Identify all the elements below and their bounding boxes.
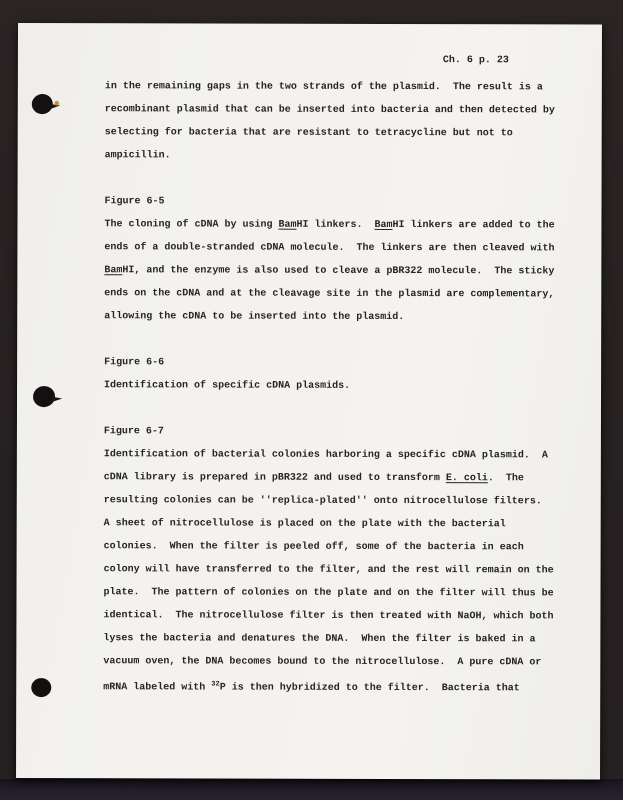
text-line: allowing the cDNA to be inserted into the plasmid. [104, 311, 405, 324]
text-line: ampicillin. [104, 150, 171, 162]
text-line: ends of a double-stranded cDNA molecule. The linkers are then cleaved with [104, 242, 555, 255]
text-line: ends on the cDNA and at the cleavage site in the plasmid are complementary, [104, 288, 555, 301]
figure-6-6-caption [104, 351, 561, 398]
text-line: Figure 6-7 [103, 426, 164, 438]
text-line: selecting for bacteria that are resistant to tetracycline but not to [104, 127, 513, 140]
paragraph-continuation [105, 75, 562, 168]
surface-edge [0, 779, 623, 800]
text-line: plate. The pattern of colonies on the plate and on the filter will thus be [103, 587, 554, 600]
text-line: colonies. When the filter is peeled off, some of the bacteria in each [103, 541, 524, 554]
text-line: A sheet of nitrocellulose is placed on the plate with the bacterial [103, 518, 506, 531]
figure-6-5-caption [104, 190, 561, 329]
text-line: in the remaining gaps in the two strands of the plasmid. The result is a [104, 81, 543, 94]
text-line: vacuum oven, the DNA becomes bound to the nitrocellulose. A pure cDNA or [103, 656, 542, 669]
text-line: Figure 6-5 [104, 196, 165, 208]
text-line: identical. The nitrocellulose filter is then treated with NaOH, which both [103, 610, 554, 623]
text-line: BamHI, and the enzyme is also used to cleave a pBR322 molecule. The sticky [104, 265, 555, 278]
figure-6-7-caption [103, 420, 561, 697]
text-line: Figure 6-6 [104, 357, 165, 369]
text-line: resulting colonies can be ''replica-plated'' onto nitrocellulose filters. [103, 495, 542, 508]
page-header: Ch. 6 p. 23 [442, 55, 509, 67]
text-line: lyses the bacteria and denatures the DNA. When the filter is baked in a [103, 633, 536, 646]
typed-text [16, 23, 602, 780]
text-line: The cloning of cDNA by using BamHI linkers. BamHI linkers are added to the [104, 219, 555, 232]
text-line: cDNA library is prepared in pBR322 and used to transform E. coli. The [103, 472, 524, 485]
text-line: Identification of specific cDNA plasmids. [104, 380, 351, 392]
text-line: colony will have transferred to the filter, and the rest will remain on the [103, 564, 554, 577]
document-page [16, 23, 602, 780]
text-line: mRNA labeled with $^{32}$P is then hybridized to the filter. Bacteria that [103, 680, 520, 695]
text-blocks [103, 75, 562, 697]
text-line: recombinant plasmid that can be inserted into bacteria and then detected by [104, 104, 555, 117]
text-line: Identification of bacterial colonies harboring a specific cDNA plasmid. A [103, 449, 548, 462]
